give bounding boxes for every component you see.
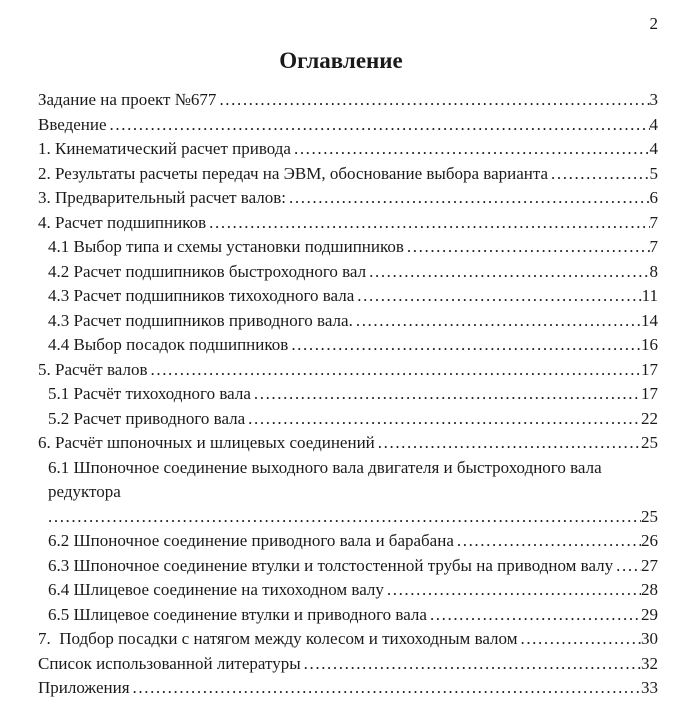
toc-entry-page-number: 27 [641,555,658,575]
toc-entry [38,358,658,383]
toc-entry [38,260,658,285]
toc-entry [38,578,658,603]
toc-entry [38,431,658,456]
toc-entry-page-number: 7 [649,237,658,256]
toc-leader-dots [387,578,641,603]
toc-entry-page-number: 17 [641,359,658,379]
toc-leader-dots [616,554,641,579]
toc-entry-page-number: 22 [641,408,658,428]
toc-entry-page-number: 29 [641,604,658,624]
toc-leader-dots [294,137,650,162]
toc-entry-page-number: 6 [649,188,658,207]
toc-entry-label: 4.1 Выбор типа и схемы установки подшипников [48,237,404,256]
toc-entry-label: 6.3 Шпоночное соединение втулки и толстостенной трубы на приводном валу [48,555,614,575]
toc-entry-label: 2. Результаты расчеты передач на ЭВМ, обоснование выбора варианта [38,163,549,183]
toc-leader-dots [289,186,649,211]
toc-entry [38,529,658,554]
toc-leader-dots [304,652,641,677]
toc-entry-page-number: 17 [641,384,658,403]
toc-entry-page-number: 14 [641,310,658,330]
toc-leader-dots [357,284,641,309]
toc-entry [38,603,658,628]
toc-leader-dots [151,358,642,383]
toc-entry-label: 4. Расчет подшипников [38,212,207,232]
toc-entry-page-number: 28 [641,580,658,599]
toc-leader-dots [254,382,641,407]
toc-entry [38,652,658,677]
toc-entry [38,333,658,358]
toc-leader-dots [248,407,641,432]
toc-entry-label: 4.3 Расчет подшипников тихоходного вала [48,286,355,305]
toc-entry [38,211,658,236]
toc-leader-dots [48,505,641,530]
toc-entry [38,407,658,432]
toc-entry-page-number: 26 [641,531,658,550]
toc-entry-label: 6.4 Шлицевое соединение на тихоходном валу [48,580,384,599]
toc-entry [38,456,658,530]
toc-entry [38,162,658,187]
toc-list [38,88,658,701]
toc-leader-dots [369,260,649,285]
toc-entry-label: 6.1 Шпоночное соединение выходного вала двигателя и быстроходного вала редуктора [48,457,606,501]
toc-leader-dots [209,211,649,236]
toc-leader-dots [110,113,650,138]
toc-entry-label: 5.1 Расчёт тихоходного вала [48,384,251,403]
toc-entry-page-number: 7 [649,212,658,232]
toc-title: Оглавление [279,48,403,73]
toc-entry-page-number: 32 [641,653,658,673]
toc-entry-label: Список использованной литературы [38,653,301,673]
toc-entry-page-number: 25 [641,506,658,526]
toc-entry-label: 5.2 Расчет приводного вала [48,408,246,428]
toc-entry-label: Задание на проект №677 [38,90,217,109]
toc-entry [38,137,658,162]
toc-entry-page-number: 4 [649,114,658,134]
toc-leader-dots [520,627,641,652]
toc-entry-label: 6.2 Шпоночное соединение приводного вала и барабана [48,531,454,550]
toc-entry-page-number: 8 [649,261,658,281]
toc-entry-page-number: 16 [641,335,658,354]
toc-entry-page-number: 30 [641,629,658,648]
toc-entry-label: 4.2 Расчет подшипников быстроходного вал [48,261,367,281]
toc-leader-dots [407,235,650,260]
toc-entry-label: 6.5 Шлицевое соединение втулки и приводного вала [48,604,427,624]
toc-entry-page-number: 4 [649,139,658,158]
toc-leader-dots [457,529,641,554]
toc-entry [38,235,658,260]
toc-entry-page-number: 3 [649,90,658,109]
toc-entry-page-number: 33 [641,678,658,697]
toc-entry [38,186,658,211]
toc-entry-label: 7. Подбор посадки с натягом между колесом и тихоходным валом [38,629,518,648]
toc-entry-label: 6. Расчёт шпоночных и шлицевых соединений [38,433,375,452]
toc-entry [38,284,658,309]
toc-entry-label: 3. Предварительный расчет валов: [38,188,287,207]
toc-leader-dots [378,431,641,456]
toc-entry-label: 4.4 Выбор посадок подшипников [48,335,289,354]
toc-entry-label: Приложения [38,678,130,697]
toc-leader-dots [356,309,641,334]
toc-leader-dots [291,333,641,358]
toc-entry-label: 4.3 Расчет подшипников приводного вала. [48,310,353,330]
toc-entry [38,627,658,652]
toc-entry-page-number: 5 [649,163,658,183]
toc-entry-page-number: 25 [641,433,658,452]
toc-entry [38,676,658,701]
toc-leader-dots [133,676,641,701]
toc-entry [38,309,658,334]
toc-entry-label: 5. Расчёт валов [38,359,148,379]
page-number: 2 [649,14,658,33]
toc-leader-dots [219,88,649,113]
toc-entry [38,88,658,113]
toc-entry [38,113,658,138]
toc-leader-dots [551,162,649,187]
toc-entry [38,382,658,407]
toc-entry-label: 1. Кинематический расчет привода [38,139,291,158]
toc-entry [38,554,658,579]
toc-entry-label: Введение [38,114,107,134]
toc-entry-page-number: 11 [641,286,658,305]
toc-leader-dots [430,603,641,628]
